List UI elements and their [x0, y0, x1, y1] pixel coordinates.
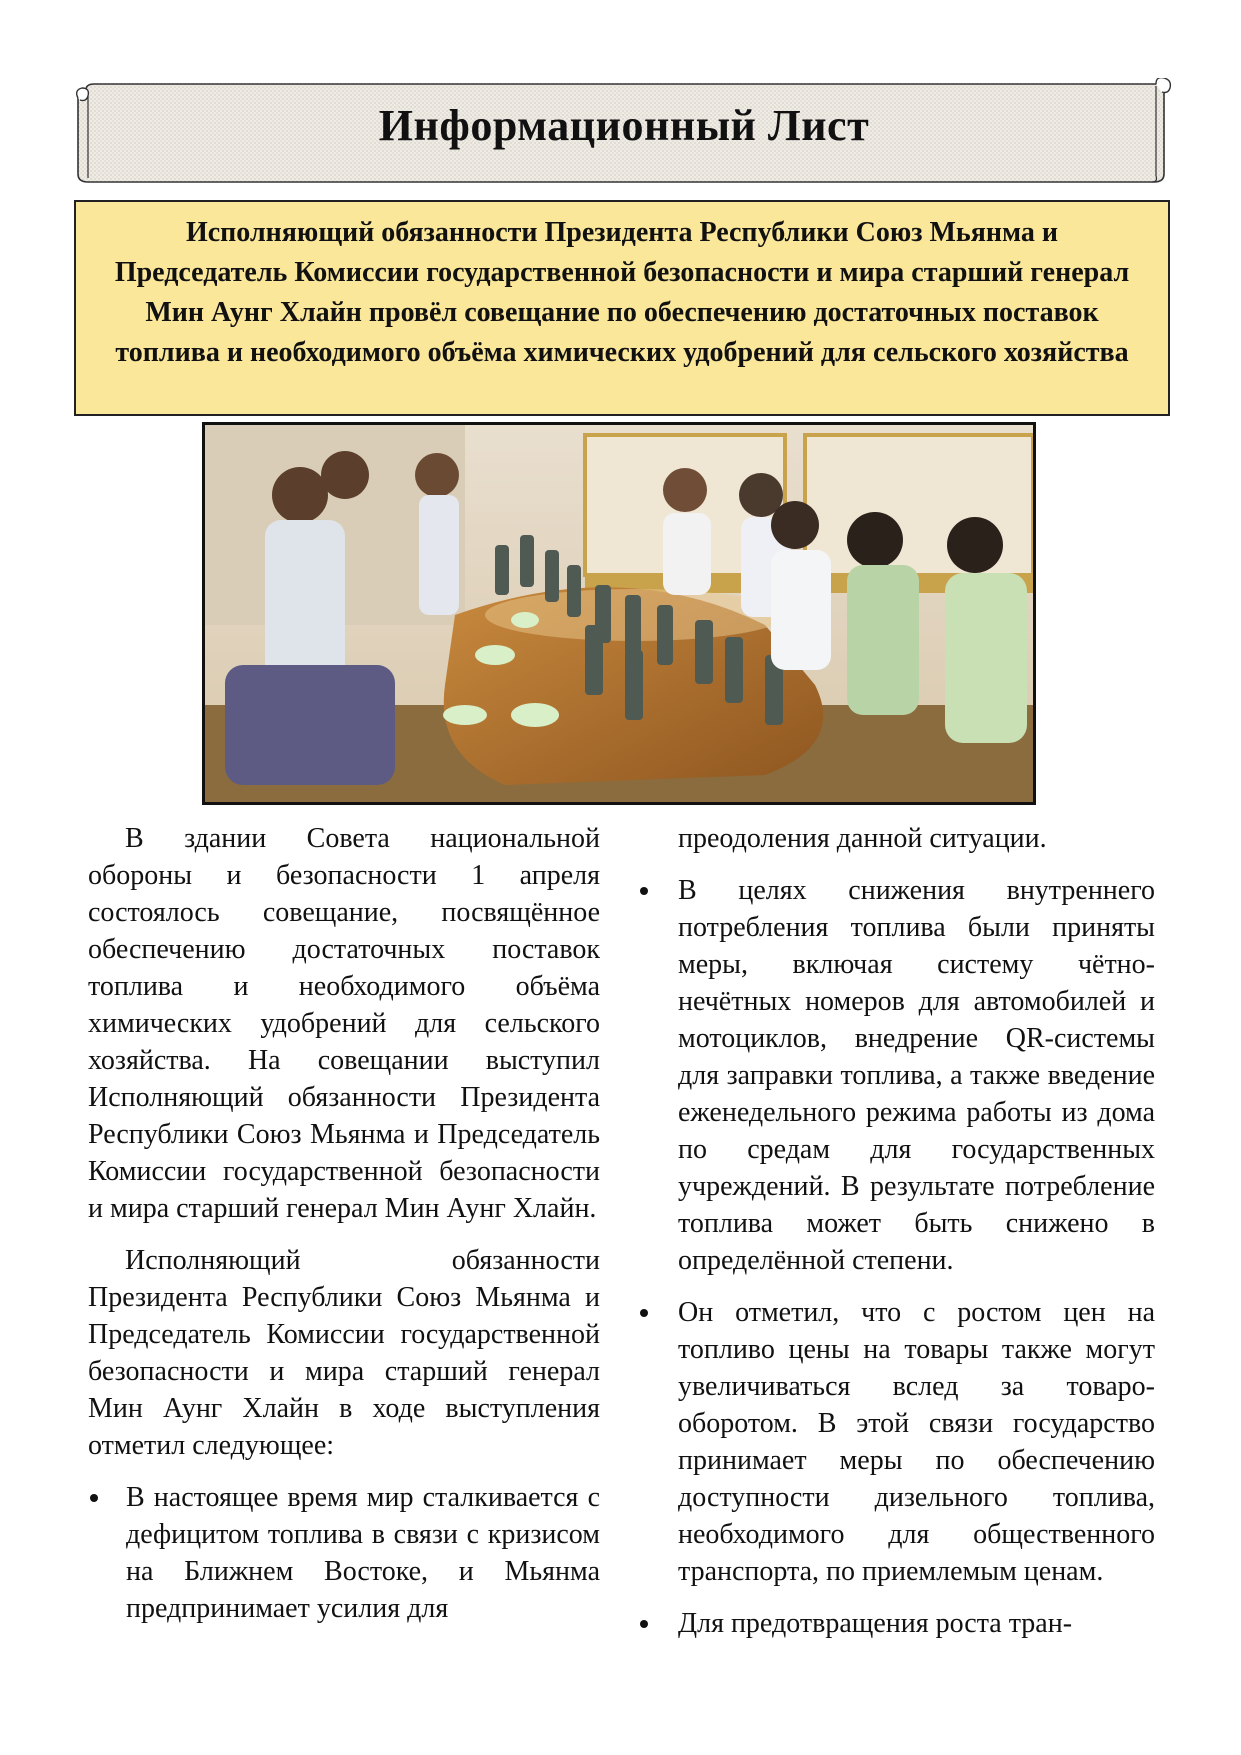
bullet-text: В настоящее время мир сталкивается с дефицитом топлива в связи с кризисом на Ближнем Востоке, и Мьянма предпринимает усилия для: [126, 1482, 600, 1624]
meeting-photo: [202, 422, 1036, 805]
list-item: [630, 1605, 1155, 1642]
list-item: [630, 1294, 1155, 1590]
bullet-icon: [640, 1620, 648, 1628]
bullet-text: Он отметил, что с ростом цен на топливо цены на товары также могут увеличиваться вслед за товаро-оборотом. В этой связи государство принимает меры по обеспечению доступности дизельного топлива, необходимого для общественного транспорта, по приемлемым ценам.: [678, 1297, 1155, 1587]
bullet-text: В целях снижения внутреннего потребления топлива были приняты меры, включая систему чётно-нечётных номеров для автомобилей и мотоциклов, внедрение QR-системы для заправки топлива, а также введение еженедельного режима работы из дома по средам для государственных учреждений. В результате потребление топлива может быть снижено в определённой степени.: [678, 875, 1155, 1276]
bullet-continuation: преодоления данной ситуации.: [678, 823, 1047, 854]
intro-paragraph: В здании Совета национальной обороны и безопасности 1 апреля состоялось совещание, посвящённое обеспечению достаточных поставок топлива и необходимого объёма химических удобрений для сельского хозяйства. На совещании выступил Исполняющий обязанности Президента Республики Союз Мьянма и Председатель Комиссии государственной безопасности и мира старший генерал Мин Аунг Хлайн.: [88, 823, 600, 1224]
bullet-icon: [90, 1494, 98, 1502]
bullet-list-left: [88, 1479, 600, 1627]
title-banner: [74, 78, 1174, 186]
bullet-text: Для предотвращения роста тран-: [678, 1608, 1073, 1639]
list-item: [630, 872, 1155, 1279]
speech-intro-paragraph: Исполняющий обязанности Президента Республики Союз Мьянма и Председатель Комиссии государственной безопасности и мира старший генерал Мин Аунг Хлайн в ходе выступления отметил следующее:: [88, 1245, 600, 1461]
bullet-list-right: [630, 872, 1155, 1642]
bullet-icon: [640, 887, 648, 895]
left-column: [88, 820, 600, 1642]
page-title: Информационный Лист: [378, 101, 870, 150]
headline: Исполняющий обязанности Президента Республики Союз Мьянма и Председатель Комиссии государственной безопасности и мира старший генерал Мин Аунг Хлайн провёл совещание по обеспечению достаточных поставок топлива и необходимого объёма химических удобрений для сельского хозяйства: [114, 217, 1130, 368]
meeting-photo-icon: [205, 425, 1033, 802]
list-item: [88, 1479, 600, 1627]
right-column: [630, 820, 1155, 1657]
bullet-icon: [640, 1309, 648, 1317]
headline-box: [74, 200, 1170, 416]
